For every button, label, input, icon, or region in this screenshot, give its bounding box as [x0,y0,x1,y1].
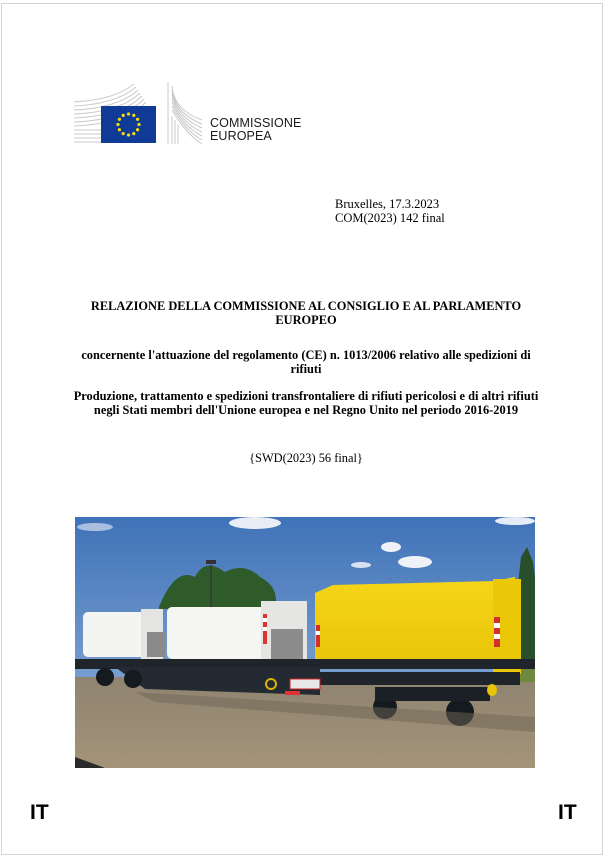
document-topic [62,389,550,417]
title-line2: EUROPEO [275,313,337,327]
document-reference [335,197,445,225]
language-code-right: IT [558,801,577,824]
organization-name-line1: COMMISSIONE [210,116,302,130]
language-code-left: IT [30,801,49,824]
topic-line1: Produzione, trattamento e spedizioni transfrontaliere di rifiuti pericolosi e di altri rifiuti [73,389,539,403]
document-number: COM(2023) 142 final [335,211,445,225]
organization-name-line2: EUROPEA [210,129,272,143]
title-line1: RELAZIONE DELLA COMMISSIONE AL CONSIGLIO E AL PARLAMENTO [90,299,522,313]
eu-flag-icon [101,106,156,143]
document-subtitle [62,348,550,376]
subtitle-line1: concernente l'attuazione del regolamento (CE) n. 1013/2006 relativo alle spedizioni di [81,348,531,362]
organization-name [210,117,301,143]
related-document-reference: {SWD(2023) 56 final} [249,451,363,465]
document-title [62,299,550,327]
place-date: Bruxelles, 17.3.2023 [335,197,440,211]
document-page [1,3,603,855]
commission-building-icon [74,80,210,146]
train-photo-illustration [75,517,535,768]
subtitle-line2: rifiuti [290,362,322,376]
topic-line2: negli Stati membri dell'Unione europea e nel Regno Unito nel periodo 2016-2019 [93,403,519,417]
cover-photo-waste-containers-train [75,517,535,768]
european-commission-logo [74,80,304,146]
